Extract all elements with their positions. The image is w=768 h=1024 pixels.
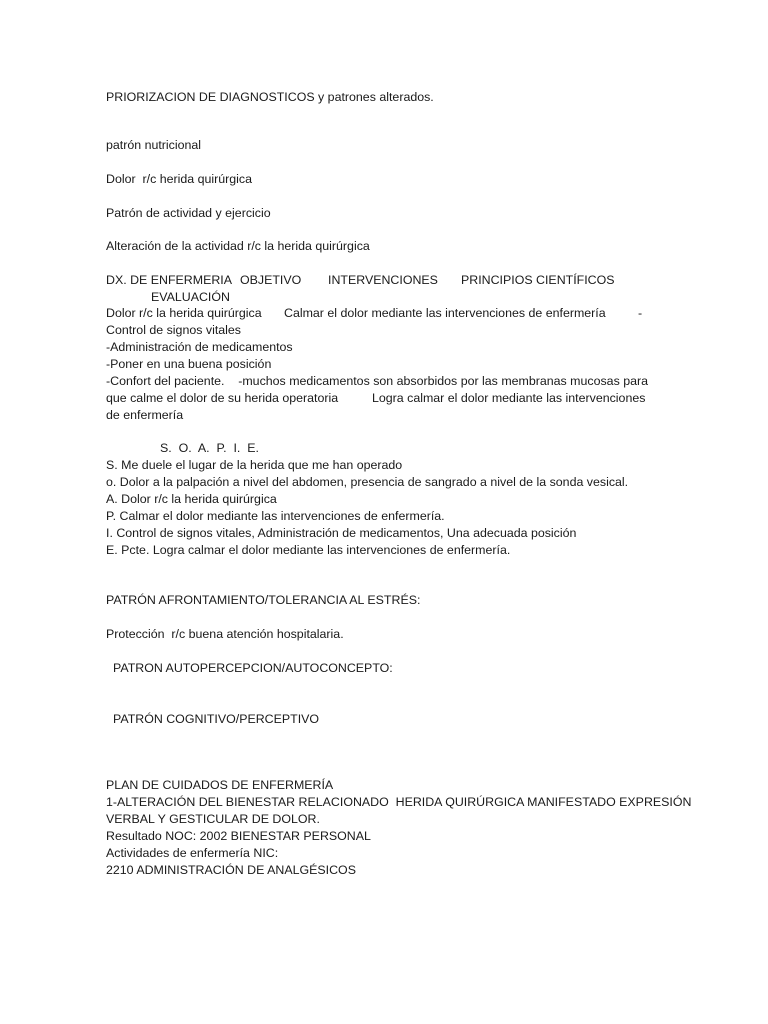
pattern-selfconcept: PATRON AUTOPERCEPCION/AUTOCONCEPTO: bbox=[113, 661, 393, 675]
header-interventions: INTERVENCIONES bbox=[328, 273, 438, 287]
row-dash: - bbox=[638, 306, 643, 320]
header-principles: PRINCIPIOS CIENTÍFICOS bbox=[461, 273, 615, 287]
care-plan-item1-line1: 1-ALTERACIÓN DEL BIENESTAR RELACIONADO HERIDA QUIRÚRGICA MANIFESTADO EXPRESIÓN bbox=[106, 795, 692, 809]
row-medications: -Administración de medicamentos bbox=[106, 340, 293, 354]
care-plan-nic: Actividades de enfermería NIC: bbox=[106, 846, 279, 860]
pattern-activity: Patrón de actividad y ejercicio bbox=[106, 206, 271, 220]
header-dx: DX. DE ENFERMERIA bbox=[106, 273, 232, 287]
care-plan-nic-2210: 2210 ADMINISTRACIÓN DE ANALGÉSICOS bbox=[106, 863, 356, 877]
soapie-i: I. Control de signos vitales, Administración de medicamentos, Una adecuada posición bbox=[106, 526, 577, 540]
row-nursing: de enfermería bbox=[106, 408, 184, 422]
soapie-s: S. Me duele el lugar de la herida que me han operado bbox=[106, 458, 403, 472]
row-control: Control de signos vitales bbox=[106, 323, 241, 337]
document-title: PRIORIZACION DE DIAGNOSTICOS y patrones alterados. bbox=[106, 90, 434, 104]
pattern-nutritional: patrón nutricional bbox=[106, 138, 202, 152]
header-evaluation: EVALUACIÓN bbox=[151, 290, 230, 304]
soapie-e: E. Pcte. Logra calmar el dolor mediante las intervenciones de enfermería. bbox=[106, 543, 511, 557]
care-plan-heading: PLAN DE CUIDADOS DE ENFERMERÍA bbox=[106, 778, 334, 792]
row-position: -Poner en una buena posición bbox=[106, 357, 272, 371]
pain-diagnosis: Dolor r/c herida quirúrgica bbox=[106, 172, 252, 186]
care-plan-noc: Resultado NOC: 2002 BIENESTAR PERSONAL bbox=[106, 829, 371, 843]
soapie-heading: S. O. A. P. I. E. bbox=[160, 441, 259, 455]
soapie-o: o. Dolor a la palpación a nivel del abdomen, presencia de sangrado a nivel de la sonda vesical. bbox=[106, 475, 629, 489]
row-dx: Dolor r/c la herida quirúrgica bbox=[106, 306, 262, 320]
soapie-p: P. Calmar el dolor mediante las intervenciones de enfermería. bbox=[106, 509, 445, 523]
row-objective: Calmar el dolor mediante las intervenciones de enfermería bbox=[284, 306, 606, 320]
care-plan-item1-line2: VERBAL Y GESTICULAR DE DOLOR. bbox=[106, 812, 320, 826]
protection-text: Protección r/c buena atención hospitalaria. bbox=[106, 627, 344, 641]
pattern-cognitive: PATRÓN COGNITIVO/PERCEPTIVO bbox=[113, 712, 320, 726]
row-comfort: -Confort del paciente. -muchos medicamentos son absorbidos por las membranas mucosas para bbox=[106, 374, 649, 388]
soapie-a: A. Dolor r/c la herida quirúrgica bbox=[106, 492, 277, 506]
row-operatory: que calme el dolor de su herida operatoria bbox=[106, 391, 339, 405]
header-objective: OBJETIVO bbox=[240, 273, 302, 287]
row-achieve: Logra calmar el dolor mediante las intervenciones bbox=[372, 391, 646, 405]
pattern-coping: PATRÓN AFRONTAMIENTO/TOLERANCIA AL ESTRÉS: bbox=[106, 593, 421, 607]
activity-alteration: Alteración de la actividad r/c la herida quirúrgica bbox=[106, 239, 370, 253]
